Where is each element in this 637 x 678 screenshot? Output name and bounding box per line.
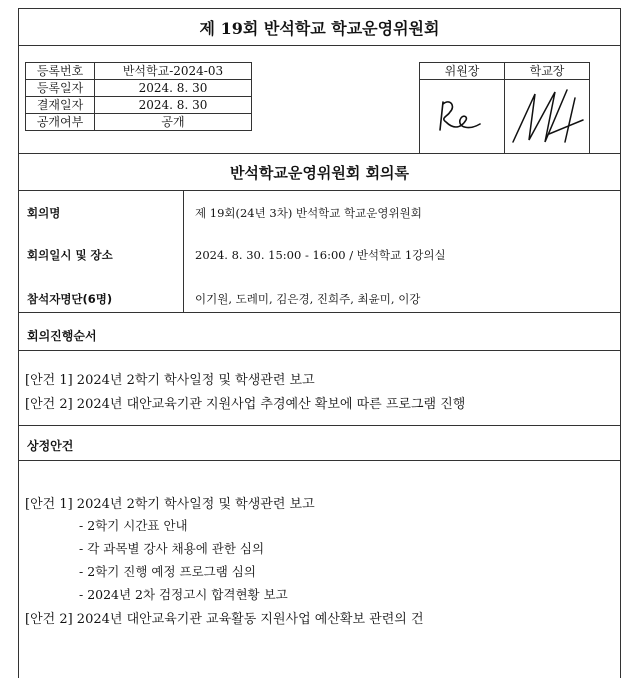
principal-label: 학교장	[505, 63, 590, 80]
registration-row	[26, 63, 252, 80]
registration-value: 2024. 8. 30	[95, 97, 252, 114]
chair-signature-mark	[420, 80, 504, 150]
agenda-order-item: [안건 1] 2024년 2학기 학사일정 및 학생관련 보고	[25, 373, 315, 388]
column-divider	[183, 191, 184, 312]
meeting-datetime-label: 회의일시 및 장소	[27, 248, 113, 262]
registration-key: 공개여부	[26, 114, 95, 131]
document-title: 제 19회 반석학교 학교운영위원회	[19, 9, 620, 46]
meeting-datetime-value: 2024. 8. 30. 15:00 - 16:00 / 반석학교 1강의실	[195, 248, 446, 262]
registration-key: 등록번호	[26, 63, 95, 80]
agenda-subitem: - 2024년 2차 검정고시 합격현황 보고	[79, 587, 288, 602]
registration-row	[26, 114, 252, 131]
divider	[19, 190, 620, 191]
divider	[19, 425, 620, 426]
minutes-document	[18, 8, 621, 678]
registration-key: 결재일자	[26, 97, 95, 114]
registration-row	[26, 80, 252, 97]
registration-table	[25, 62, 252, 131]
agenda-order-item: [안건 2] 2024년 대안교육기관 지원사업 추경예산 확보에 따른 프로그램 진행	[25, 397, 466, 412]
registration-value: 반석학교-2024-03	[95, 63, 252, 80]
agenda-item-2: [안건 2] 2024년 대안교육기관 교육활동 지원사업 예산확보 관련의 건	[25, 612, 424, 627]
attendees-label: 참석자명단(6명)	[27, 292, 113, 306]
registration-value: 공개	[95, 114, 252, 131]
approval-table	[419, 62, 590, 154]
registration-key: 등록일자	[26, 80, 95, 97]
agenda-order-heading: 회의진행순서	[27, 329, 97, 343]
agenda-subitem: - 각 과목별 강사 채용에 관한 심의	[79, 541, 265, 556]
registration-row	[26, 97, 252, 114]
attendees-value: 이기원, 도레미, 김은경, 진희주, 최윤미, 이강	[195, 292, 421, 306]
agenda-subitem: - 2학기 진행 예정 프로그램 심의	[79, 564, 256, 579]
chair-label: 위원장	[420, 63, 505, 80]
principal-signature	[505, 80, 590, 154]
agenda-item-1: [안건 1] 2024년 2학기 학사일정 및 학생관련 보고	[25, 497, 315, 512]
agenda-items-heading: 상정안건	[27, 439, 74, 453]
divider	[19, 460, 620, 461]
minutes-title: 반석학교운영위원회 회의록	[229, 163, 410, 182]
meeting-name-value: 제 19회(24년 3차) 반석학교 학교운영위원회	[195, 206, 422, 220]
divider	[19, 350, 620, 351]
chair-signature	[420, 80, 505, 154]
agenda-subitem: - 2학기 시간표 안내	[79, 518, 188, 533]
meeting-name-label: 회의명	[27, 206, 61, 220]
principal-signature-mark	[505, 80, 589, 150]
registration-value: 2024. 8. 30	[95, 80, 252, 97]
divider	[19, 312, 620, 313]
